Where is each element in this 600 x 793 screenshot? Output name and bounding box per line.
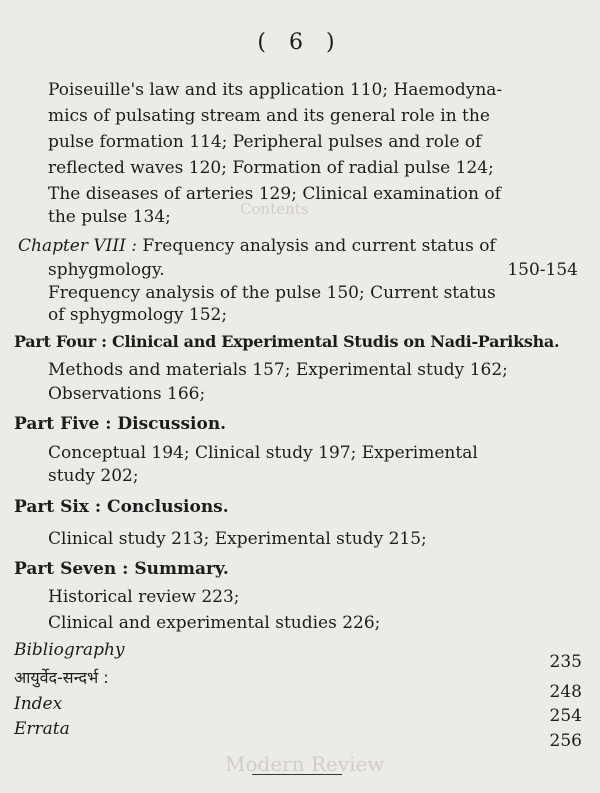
index-page: 254 xyxy=(549,706,582,726)
toc-line: pulse formation 114; Peripheral pulses and role of xyxy=(48,132,482,152)
ayurveda-sandarbh-label: आयुर्वेद-सन्दर्भ : xyxy=(14,668,109,687)
bibliography-page: 235 xyxy=(549,652,582,672)
toc-line: Clinical study 213; Experimental study 215; xyxy=(48,529,427,549)
toc-line: Poiseuille's law and its application 110; Haemodyna- xyxy=(48,80,503,100)
part-4-heading: Part Four : Clinical and Experimental Studis on Nadi-Pariksha. xyxy=(14,332,560,351)
index-label: Index xyxy=(14,694,63,714)
toc-line: Conceptual 194; Clinical study 197; Experimental xyxy=(48,443,478,463)
toc-line: Observations 166; xyxy=(48,384,206,404)
chapter-8-pages: 150-154 xyxy=(507,260,578,280)
toc-line: the pulse 134; xyxy=(48,207,171,227)
toc-line: The diseases of arteries 129; Clinical examination of xyxy=(48,184,501,204)
bleed-through-contents: Contents xyxy=(240,200,309,218)
errata-page: 256 xyxy=(549,731,582,751)
bibliography-label: Bibliography xyxy=(14,640,125,660)
page-number-header: ( 6 ) xyxy=(257,30,343,55)
part-6-heading: Part Six : Conclusions. xyxy=(14,497,229,517)
toc-line: reflected waves 120; Formation of radial pulse 124; xyxy=(48,158,494,178)
toc-line: mics of pulsating stream and its general role in the xyxy=(48,106,490,126)
toc-line: of sphygmology 152; xyxy=(48,305,228,325)
errata-label: Errata xyxy=(14,719,70,739)
part-7-heading: Part Seven : Summary. xyxy=(14,559,229,579)
chapter-8-heading xyxy=(18,236,496,256)
chapter-8-title-cont: sphygmology. xyxy=(48,260,165,280)
part-5-heading: Part Five : Discussion. xyxy=(14,414,227,434)
toc-line: Frequency analysis of the pulse 150; Current status xyxy=(48,283,496,303)
chapter-8-label: Chapter VIII : xyxy=(18,236,137,256)
toc-line: Historical review 223; xyxy=(48,587,240,607)
bleed-through-modern: Modern Review xyxy=(225,752,385,776)
toc-line: Methods and materials 157; Experimental study 162; xyxy=(48,360,508,380)
chapter-8-title: Frequency analysis and current status of xyxy=(142,236,496,256)
ayurveda-sandarbh-page: 248 xyxy=(549,682,582,702)
toc-line: study 202; xyxy=(48,466,139,486)
toc-line: Clinical and experimental studies 226; xyxy=(48,613,381,633)
bottom-rule xyxy=(252,774,342,775)
